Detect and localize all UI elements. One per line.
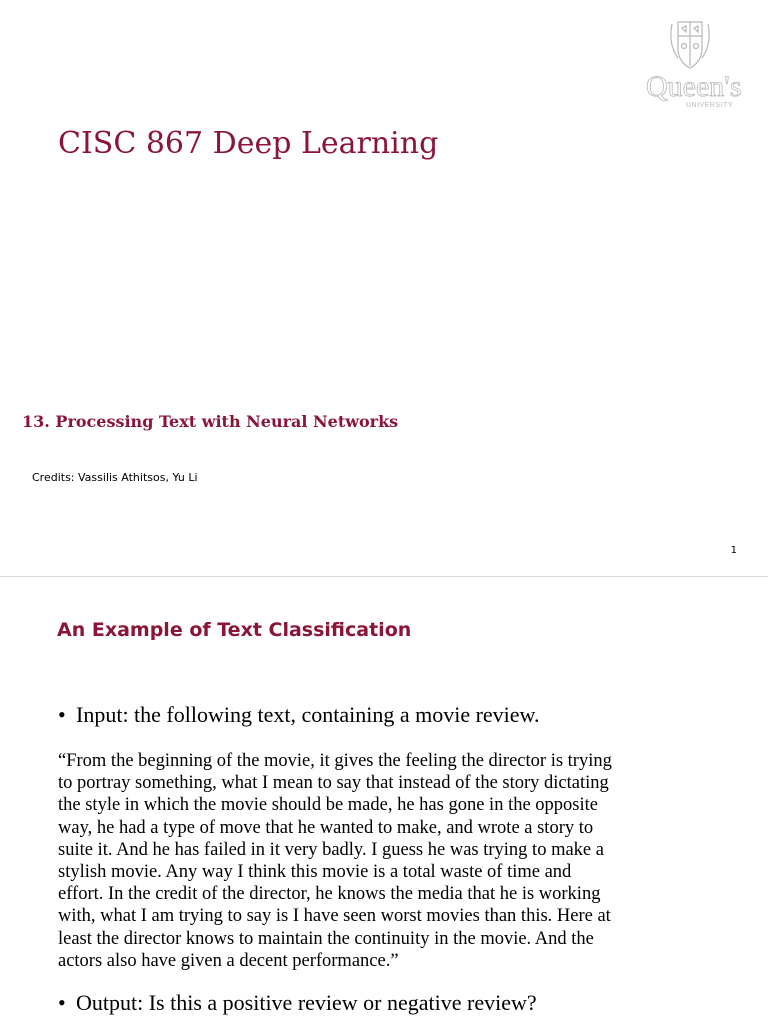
review-line: least the director knows to maintain the continuity in the movie. And the — [58, 928, 594, 949]
movie-review-quote — [58, 750, 748, 972]
input-bullet-text: Input: the following text, containing a movie review. — [76, 702, 540, 727]
slide-number: 1 — [730, 545, 737, 556]
review-line: actors also have given a decent performance.” — [58, 950, 399, 971]
slide-2 — [0, 577, 768, 1024]
review-line: way, he had a type of move that he wanted to make, and wrote a story to — [58, 817, 594, 838]
review-line: to portray something, what I mean to say that instead of the story dictating — [58, 773, 609, 794]
deck-title: CISC 867 Deep Learning — [58, 126, 439, 161]
review-line: stylish movie. Any way I think this movie is a total waste of time and — [58, 862, 572, 883]
slide-title: An Example of Text Classification — [57, 619, 412, 641]
lecture-subtitle: 13. Processing Text with Neural Networks — [22, 412, 399, 431]
output-bullet-text: Output: Is this a positive review or negative review? — [76, 990, 537, 1015]
review-line: suite it. And he has failed in it very badly. I guess he was trying to make a — [58, 839, 604, 860]
bullet-marker: • — [58, 702, 66, 727]
queens-university-logo — [644, 18, 744, 110]
input-bullet — [58, 702, 540, 728]
logo-sub-wordmark: UNIVERSITY — [686, 102, 734, 109]
review-line: “From the beginning of the movie, it gives the feeling the director is trying — [58, 751, 612, 771]
review-line: with, what I am trying to say is I have seen worst movies than this. Here at — [58, 906, 611, 927]
review-line: effort. In the credit of the director, he knows the media that he is working — [58, 884, 601, 905]
review-line: the style in which the movie should be made, he has gone in the opposite — [58, 795, 598, 816]
bullet-marker: • — [58, 990, 66, 1015]
logo-wordmark: Queen's — [646, 70, 742, 103]
credits-text: Credits: Vassilis Athitsos, Yu Li — [32, 471, 198, 484]
output-bullet — [58, 990, 537, 1016]
